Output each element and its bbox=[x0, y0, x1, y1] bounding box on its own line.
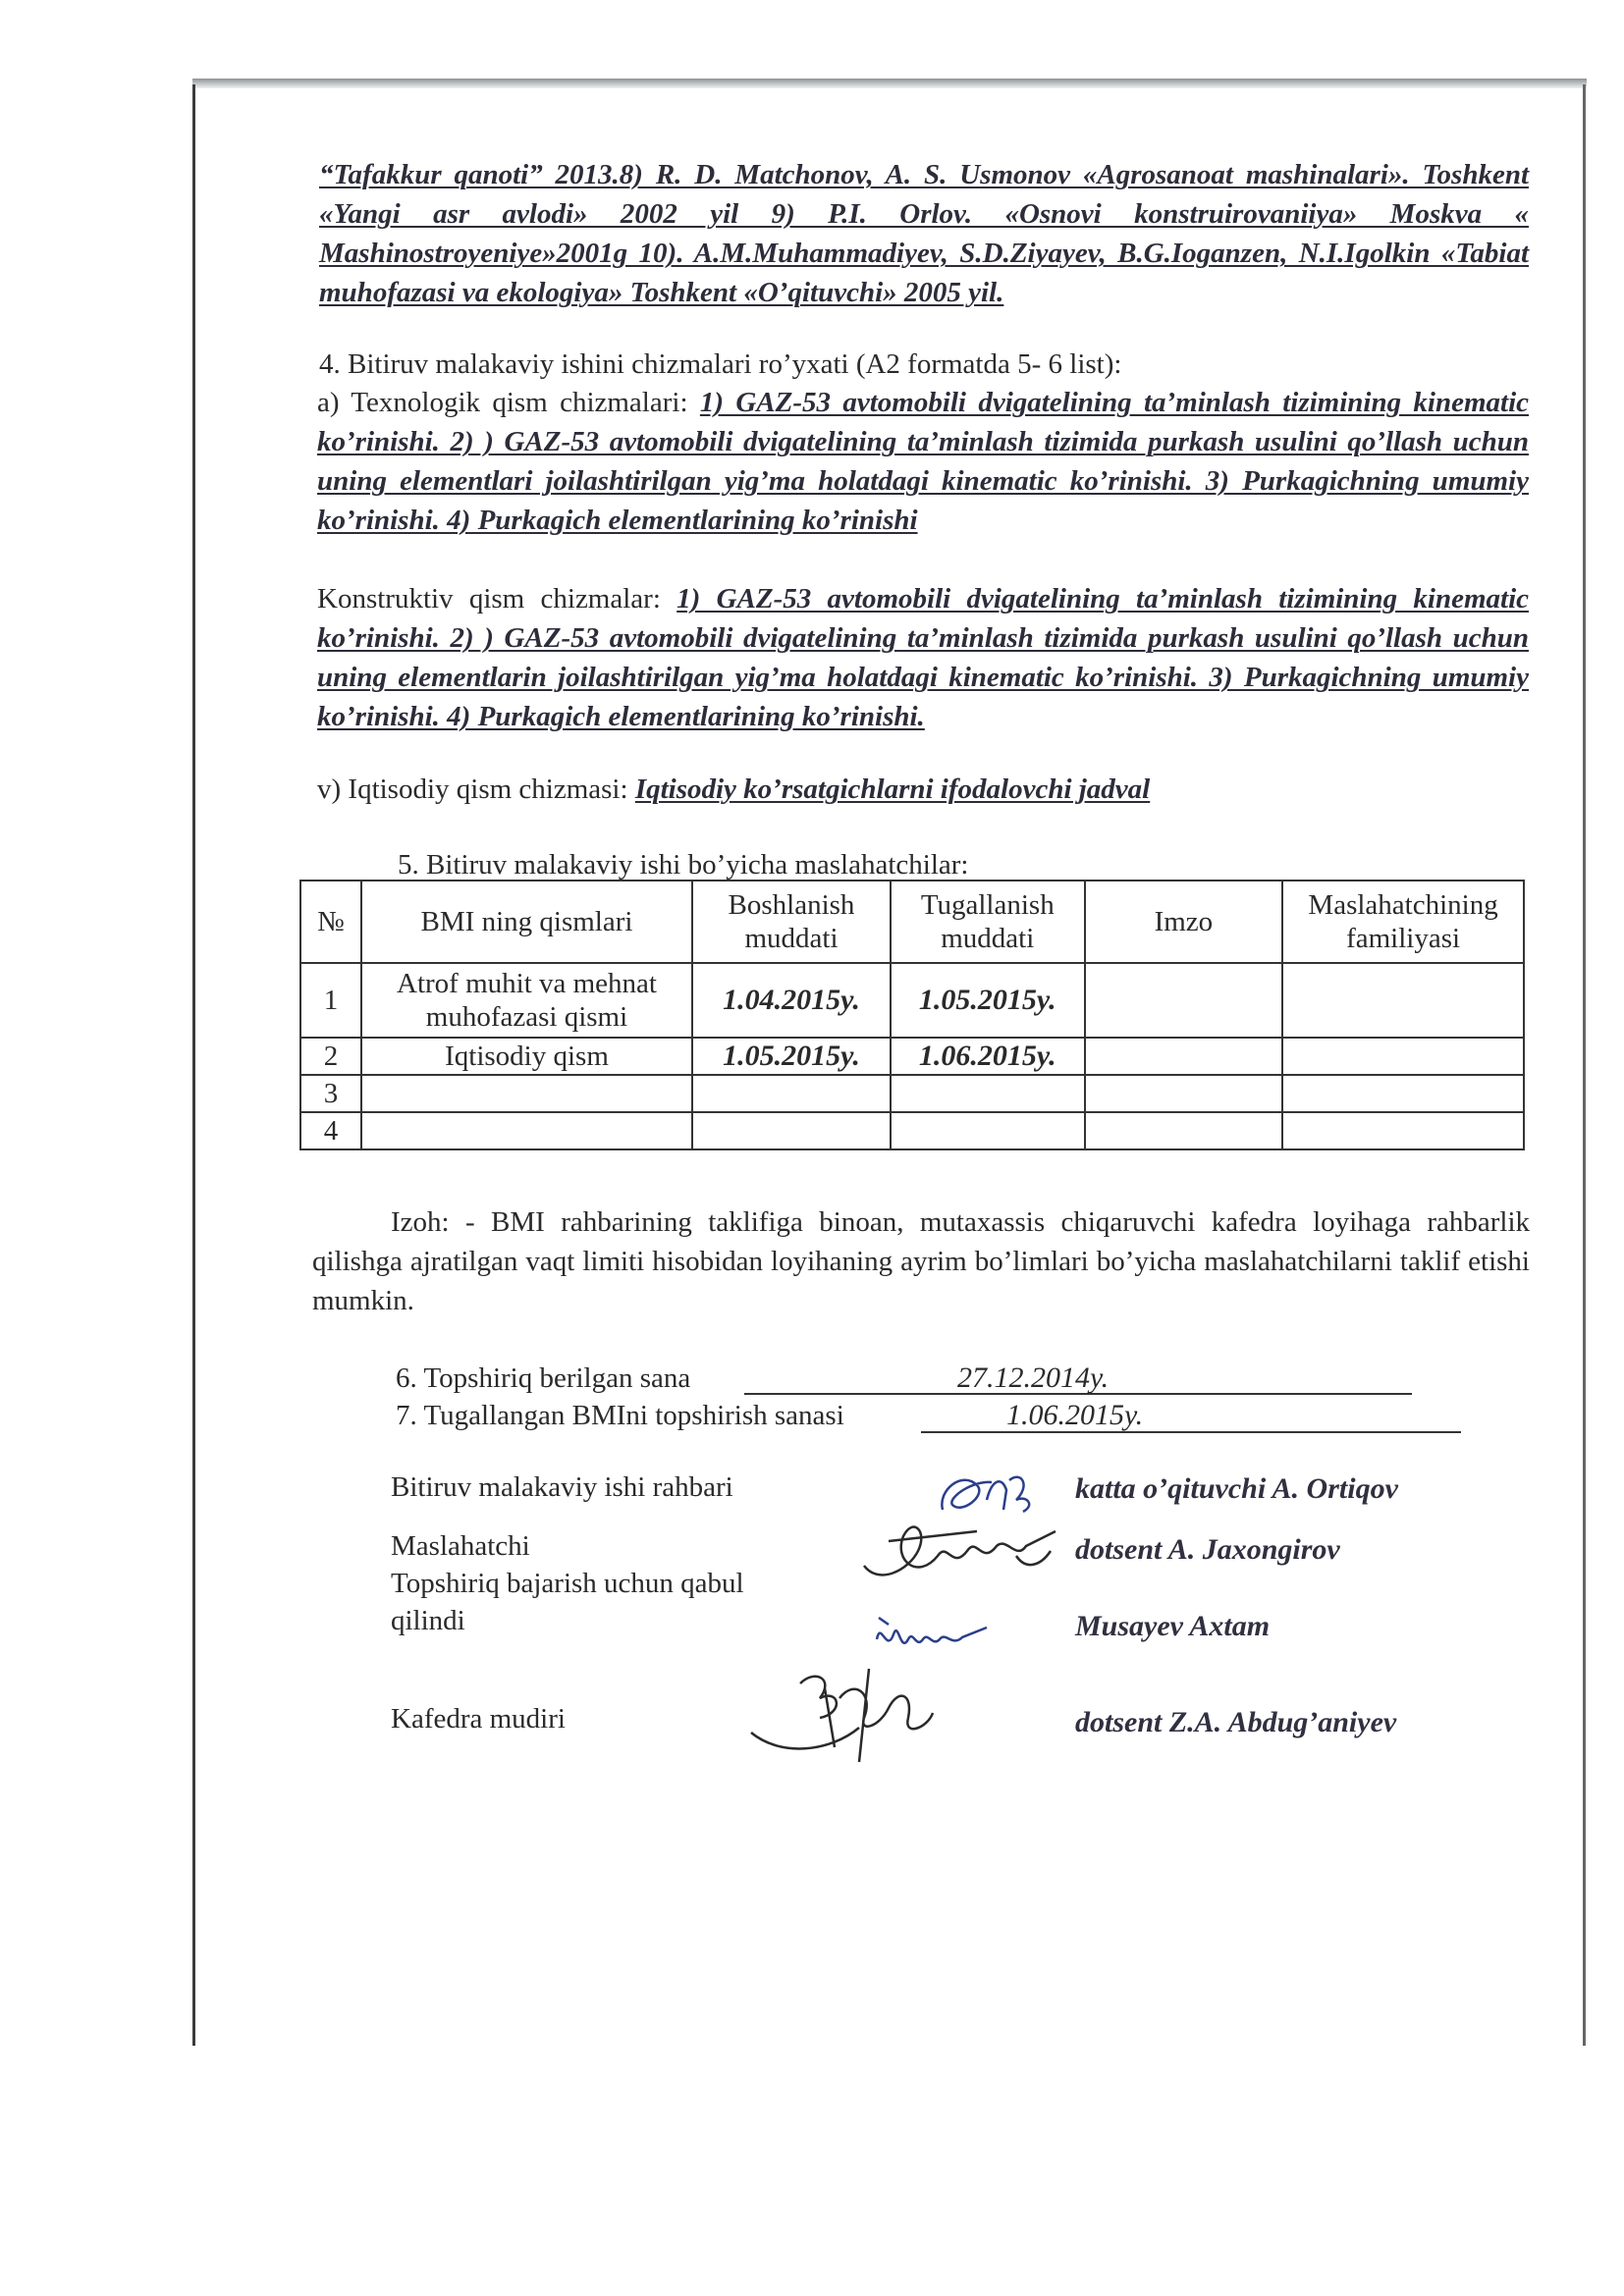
row-sign bbox=[1085, 1075, 1282, 1112]
signature-musayev bbox=[869, 1610, 997, 1664]
row-advisor bbox=[1282, 963, 1524, 1038]
section4-b-label: Konstruktiv qism chizmalar: bbox=[317, 583, 661, 614]
table-row bbox=[300, 1112, 1524, 1149]
scan-top-edge bbox=[192, 79, 1587, 88]
row-number: 1 bbox=[300, 963, 361, 1038]
table-header-row bbox=[300, 881, 1524, 963]
row-end: 1.06.2015y. bbox=[891, 1038, 1085, 1075]
col-end: Tugallanish muddati bbox=[891, 881, 1085, 963]
row-sign bbox=[1085, 963, 1282, 1038]
row-advisor bbox=[1282, 1038, 1524, 1075]
section4-a-text: 1) GAZ-53 avtomobili dvigatelining ta’minlash tizimining kinematic ko’rinishi. 2) ) GAZ-53 avtomobili dvigatelining ta’minlash tizimida purkash usulini qo’llash uchun uning elementlari joilashtirilgan yig’ma holatdagi kinematic ko’rinishi. 3) Purkagichning umumiy ko’rinishi. 4) Purkagich elementlarining ko’rinishi bbox=[317, 387, 1530, 536]
row-sign bbox=[1085, 1112, 1282, 1149]
row-start bbox=[692, 1075, 891, 1112]
section6-label: 6. Topshiriq berilgan sana bbox=[396, 1362, 691, 1394]
signature-name-head: dotsent Z.A. Abdug’aniyev bbox=[1075, 1706, 1397, 1738]
note-paragraph: Izoh: - BMI rahbarining taklifiga binoan, mutaxassis chiqaruvchi kafedra loyihaga rahbarlik qilishga ajratilgan vaqt limiti hisobidan loyihaning ayrim bo’limlari bo’yicha maslahatchilarni taklif etishi mumkin. bbox=[312, 1206, 1530, 1316]
row-start: 1.04.2015y. bbox=[692, 963, 891, 1038]
row-end bbox=[891, 1112, 1085, 1149]
col-advisor: Maslahatchining familiyasi bbox=[1282, 881, 1524, 963]
scan-right-edge bbox=[1583, 84, 1586, 2046]
section4-v-text: Iqtisodiy ko’rsatgichlarni ifodalovchi jadval bbox=[634, 774, 1151, 805]
row-number: 2 bbox=[300, 1038, 361, 1075]
section4-b bbox=[317, 579, 1529, 736]
row-number: 3 bbox=[300, 1075, 361, 1112]
row-part: Atrof muhit va mehnat muhofazasi qismi bbox=[361, 963, 692, 1038]
section6-value: 27.12.2014y. bbox=[957, 1362, 1110, 1394]
row-start: 1.05.2015y. bbox=[692, 1038, 891, 1075]
col-number: № bbox=[300, 881, 361, 963]
row-end: 1.05.2015y. bbox=[891, 963, 1085, 1038]
signature-role-advisor: Maslahatchi bbox=[391, 1530, 530, 1562]
signature-name-advisor: dotsent A. Jaxongirov bbox=[1075, 1533, 1340, 1566]
section5-heading: 5. Bitiruv malakaviy ishi bo’yicha maslahatchilar: bbox=[398, 849, 969, 881]
row-part bbox=[361, 1075, 692, 1112]
row-part bbox=[361, 1112, 692, 1149]
section4-heading: 4. Bitiruv malakaviy ishini chizmalari ro’yxati (A2 formatda 5- 6 list): bbox=[319, 348, 1122, 380]
row-sign bbox=[1085, 1038, 1282, 1075]
section4-v bbox=[317, 771, 1150, 808]
signature-role-supervisor: Bitiruv malakaviy ishi rahbari bbox=[391, 1471, 733, 1503]
row-start bbox=[692, 1112, 891, 1149]
section7-line bbox=[921, 1431, 1461, 1433]
section7-value: 1.06.2015y. bbox=[1006, 1399, 1144, 1431]
advisors-table bbox=[299, 880, 1525, 1150]
row-advisor bbox=[1282, 1075, 1524, 1112]
signature-name-student: Musayev Axtam bbox=[1075, 1610, 1271, 1642]
section4-a bbox=[317, 383, 1529, 540]
signature-role-student: Topshiriq bajarish uchun qabul qilindi bbox=[391, 1568, 744, 1636]
scan-left-edge bbox=[192, 84, 195, 2046]
references-paragraph: “Tafakkur qanoti” 2013.8) R. D. Matchonov, A. S. Usmonov «Agrosanoat mashinalari». Toshkent «Yangi asr avlodi» 2002 yil 9) P.I. Orlov. «Osnovi konstruirovaniiya» Moskva « Mashinostroyeniye»2001g 10). A.M.Muhammadiyev, S.D.Ziyayev, B.G.Ioganzen, N.I.Igolkin «Tabiat muhofazasi va ekologiya» Toshkent «O’qituvchi» 2005 yil. bbox=[319, 159, 1529, 308]
section4-b-text: 1) GAZ-53 avtomobili dvigatelining ta’minlash tizimining kinematic ko’rinishi. 2) ) GAZ-53 avtomobili dvigatelining ta’minlash tizimida purkash usulini qo’llash uchun uning elementlarin joilashtirilgan yig’ma holatdagi kinematic ko’rinishi. 3) Purkagichning umumiy ko’rinishi. 4) Purkagich elementlarining ko’rinishi. bbox=[317, 583, 1529, 732]
table-row bbox=[300, 963, 1524, 1038]
table-row bbox=[300, 1075, 1524, 1112]
signature-abduganiyev bbox=[741, 1659, 947, 1772]
section7-label: 7. Tugallangan BMIni topshirish sanasi bbox=[396, 1400, 844, 1431]
col-part: BMI ning qismlari bbox=[361, 881, 692, 963]
section4-v-label: v) Iqtisodiy qism chizmasi: bbox=[317, 774, 628, 805]
col-start: Boshlanish muddati bbox=[692, 881, 891, 963]
signature-role-head: Kafedra mudiri bbox=[391, 1703, 566, 1735]
col-sign: Imzo bbox=[1085, 881, 1282, 963]
signature-jaxongirov bbox=[859, 1512, 1070, 1595]
row-advisor bbox=[1282, 1112, 1524, 1149]
row-number: 4 bbox=[300, 1112, 361, 1149]
row-end bbox=[891, 1075, 1085, 1112]
section4-a-label: a) Texnologik qism chizmalari: bbox=[317, 387, 688, 418]
table-row bbox=[300, 1038, 1524, 1075]
row-part: Iqtisodiy qism bbox=[361, 1038, 692, 1075]
signature-name-supervisor: katta o’qituvchi A. Ortiqov bbox=[1075, 1472, 1398, 1505]
